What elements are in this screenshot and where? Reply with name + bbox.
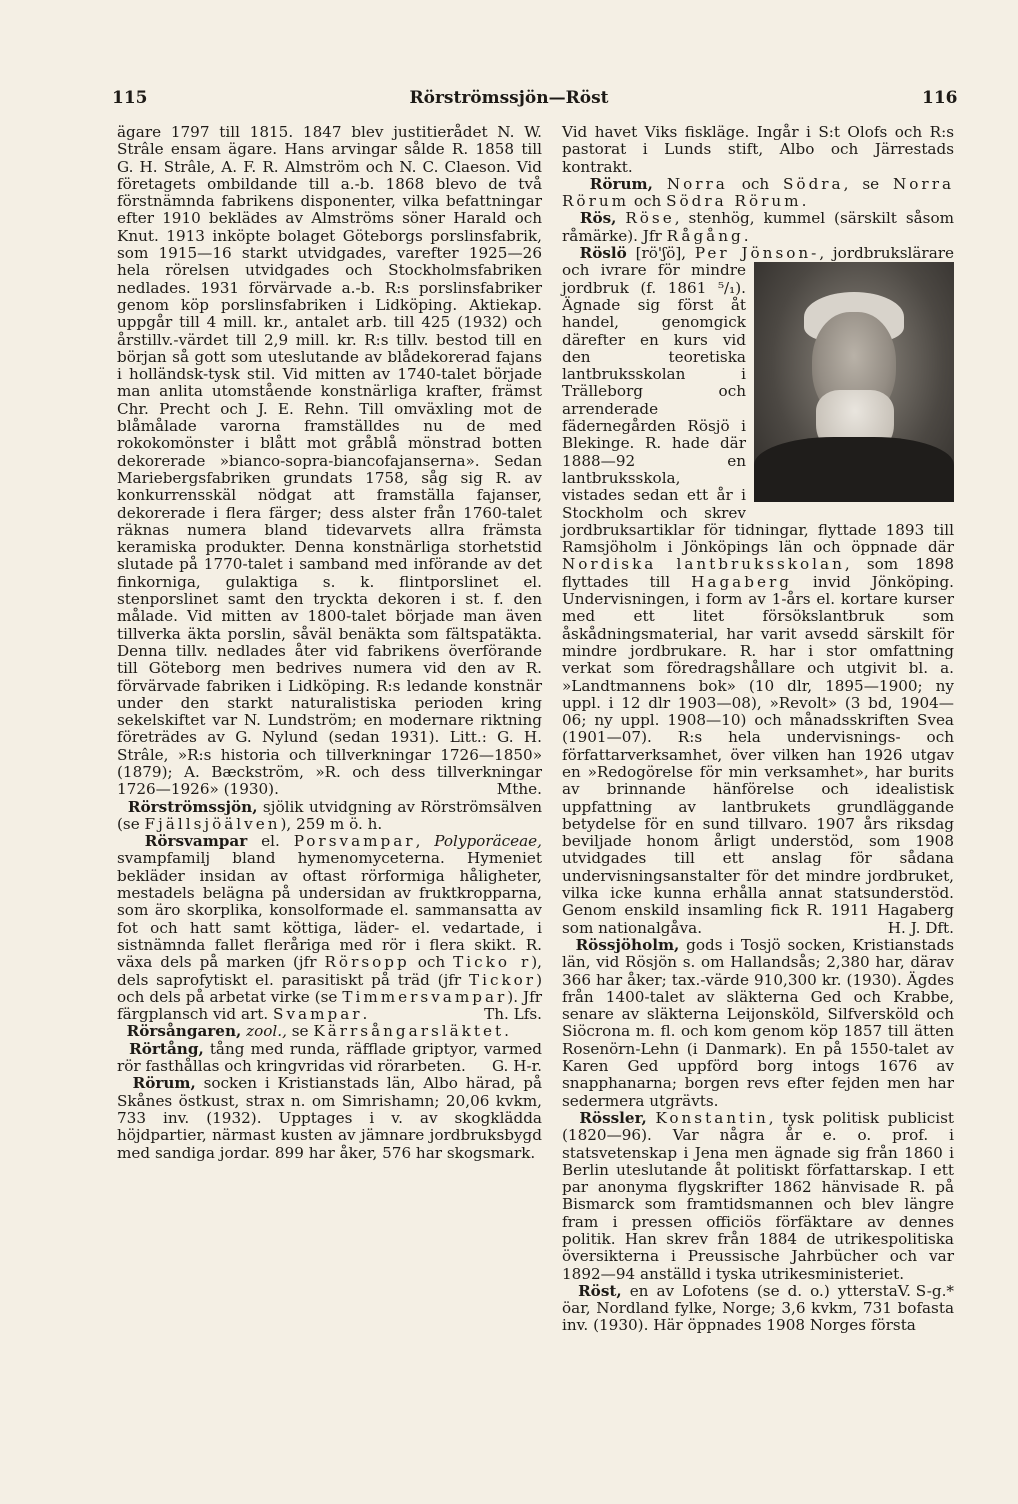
- entry-rorum-norra-sodra: Rörum, Norra och Södra, se Norra Rörum och Södra Rörum.: [562, 174, 955, 211]
- entry-rorstromssjon: Rörströmssjön, sjölik utvidgning av Rörströmsälven (se Fjällsjöälven), 259 m ö. h.: [117, 797, 542, 833]
- headword: Rörum,: [589, 174, 653, 193]
- page-header: [0, 88, 1018, 116]
- entry-rossler: Rössler, Konstantin, tysk politisk publicist (1820—96). Var några år e. o. prof. i statsvetenskap i Jena men ägnade sig från 1860 i Berlin uteslutande åt politiskt författarskap. I ett par anonyma flygskrifter 1862 hänvisade R. på Bismarck som framtidsmannen och blev längre fram i pressen officiös förfäktare av dennes politik. Han skrev från 1884 de utrikespolitiska översikterna i Preussische Jahrbücher och var 1892—94 anställd i tyska utrikesministeriet. V. S-g.*: [562, 1108, 954, 1300]
- signature: Th. Lfs.: [484, 1005, 542, 1024]
- signature: V. S-g.*: [897, 1281, 954, 1300]
- portrait-photo: [754, 262, 954, 502]
- right-column: [562, 124, 954, 1335]
- headword: Rörtång,: [129, 1039, 204, 1058]
- entry-roslo: Röslö [rö'ʃö], Per Jönson- , jordbrukslärare och ivrare för mindre jordbruk (f. 1861 ⁵/₁). Ägnade sig först åt handel, genomgick därefter en kurs vid den teoretiska lantbruksskolan i Trälleborg och arrenderade fädernegården Rösjö i Blekinge. R. hade där 1888—92 en lantbruksskola, vistades sedan ett år i Stockholm och skrev jordbruksartiklar för tidningar, flyttade 1893 till Ramsjöholm i Jönköpings län och öppnade där Nordiska lantbruksskolan, som 1898 flyttades till Hagaberg invid Jönköping. Undervisningen, i form av 1-års el. kortare kurser med ett litet försökslantbruk som åskådningsmaterial, har varit avsedd särskilt för mindre jordbrukare. R. har i stor omfattning verkat som föredragshållare och utgivit bl. a. »Landtmannens bok» (10 dlr, 1895—1900; ny uppl. i 12 dlr 1903—08), »Revolt» (3 bd, 1904—06; ny uppl. 1908—10) och månadsskriften Svea (1901—07). R:s hela undervisnings- och författarverksamhet, över vilken han 1926 utgav en »Redogörelse för min verksamhet», har burits av brinnande hänförelse och idealistisk uppfattning av lantbrukets grundläggande betydelse för en sund tillvaro. 1907 års riksdag beviljade honom årligt understöd, som 1908 utvidgades till ett anslag för sådana undervisningsanstalter för det mindre jordbruket, vilka icke kunna erhålla annat statsunderstöd. Genom enskild insamling fick R. 1911 Hagaberg som nationalgåva. H. J. Dft.: [562, 244, 954, 937]
- entry-rost: Röst, en av Lofotens (se d. o.) yttersta öar, Nordland fylke, Norge; 3,6 kvkm, 731 bofasta inv. (1930). Här öppnades 1908 Norges första: [562, 1281, 954, 1335]
- headword: Röslö: [579, 244, 627, 263]
- headword: Rörsvampar: [144, 832, 248, 851]
- headword: Rössler,: [579, 1108, 647, 1127]
- headword: Röst,: [578, 1281, 622, 1300]
- signature: Mthe.: [496, 780, 542, 799]
- headword: Rörströmssjön,: [127, 797, 258, 816]
- entry-rossjoholm: Rössjöholm, gods i Tosjö socken, Kristianstads län, vid Rösjön s. om Hallandsås; 2,380 har, därav 366 har åker; tax.-värde 910,300 kr. (1930). Ägdes från 1400-talet av släkterna Ged och Krabbe, senare av släkterna Leijonsköld, Silfversköld och Siöcrona m. fl. och kom genom köp 1857 till ätten Rosenörn-Lehn (i Danmark). En på 1550-talet av Karen Ged uppförd borg intogs 1676 av snapphanarna; borgen revs efter fejden men har sedermera utgrävts.: [562, 935, 954, 1110]
- left-column: [117, 124, 542, 1162]
- headword: Rörsångaren,: [126, 1022, 242, 1041]
- entry-rorum-continued: Vid havet Viks fiskläge. Ingår i S:t Olofs och R:s pastorat i Lunds stift, Albo och Järrestads kontrakt.: [562, 123, 954, 176]
- entry-rorsvampar: Rörsvampar el. Porsvampar, Polyporäceae, svampfamilj bland hymenomyceterna. Hymeniet bekläder insidan av oftast rörformiga håligheter, mestadels belägna på undersidan av fruktkropparna, som äro skorplika, konsolformade el. sammansatta av fot och hatt samt köttiga, läder- el. vedartade, i sistnämnda fallet fleråriga med rör i flera skikt. R. växa dels på marken (jfr Rörsopp och Ticko r), dels saprofytiskt el. parasitiskt på träd (jfr Tickor) och dels på arbetat virke (se Timmersvampar). Jfr färgplansch vid art. Svampar. Th. Lfs.: [117, 832, 542, 1024]
- page-number-left: 115: [112, 88, 148, 108]
- entry-rorstrand-continued: ägare 1797 till 1815. 1847 blev justitierådet N. W. Strâle ensam ägare. Hans arvingar sålde R. 1858 till G. H. Strâle, A. F. R. Almström och N. C. Claeson. Vid företagets ombildande till a.-b. 1868 blevo de två förstnämnda fabrikens disponenter, vilka befattningar efter 1910 beklädes av Almströms söner Harald och Knut. 1913 inköpte bolaget Göteborgs porslinsfabrik, som 1915—16 starkt utvidgades, varefter 1925—26 hela rörelsen utvidgades och Stockholmsfabriken nedlades. 1931 förvärvade a.-b. R:s porslinsfabriker genom köp porslinsfabriken i Lidköping. Aktiekap. uppgår till 4 mill. kr., antalet arb. till 425 (1932) och årstillv.-värdet till 2,9 mill. kr. R:s tillv. bestod till en början så gott som uteslutande av blådekorerad fajans i holländsk-tysk stil. Vid mitten av 1740-talet började man anlita utomstående konstnärliga krafter, främst Chr. Precht och J. E. Rehn. Till omväxling mot de blåmålade varorna framställdes nu de med rokokomönster i blått mot gråblå mönstrad botten dekorerade »bianco-sopra-biancofajanserna». Sedan Mariebergsfabriken grundats 1758, såg sig R. av konkurrensskäl nödgat att framställa fajanser, dekorerade i flera färger; dess alster från 1760-talet räknas numera bland tidevarvets allra främsta keramiska produkter. Denna konstnärliga storhetstid slutade på 1770-talet i samband med införande av det finkorniga, gulaktiga s. k. flintporslinet el. stenporslinet samt den tryckta dekoren i st. f. den målade. Vid mitten av 1800-talet började man även tillverka äkta porslin, såväl benäkta som fältspatäkta. Denna tillv. nedlades åter vid fabrikens överförande till Göteborg men bedrives numera vid den av R. förvärvade fabriken i Lidköping. R:s ledande konstnär under den starkt naturalistiska perioden kring sekelskiftet var N. Lundström; en modernare riktning företrädes av G. Nylund (sedan 1931). Litt.: G. H. Strâle, »R:s historia och tillverkningar 1726—1850» (1879); A. Bæckström, »R. och dess tillverkningar 1726—1926» (1930). Mthe.: [117, 123, 542, 799]
- headword: Rörum,: [132, 1074, 196, 1093]
- page-number-right: 116: [922, 88, 958, 108]
- signature: H. J. Dft.: [887, 918, 954, 937]
- running-title: Rörströmssjön—Röst: [409, 88, 609, 108]
- entry-rorum: Rörum, socken i Kristianstads län, Albo härad, på Skånes östkust, strax n. om Simrishamn; 20,06 kvkm, 733 inv. (1932). Upptages i v. av skogklädda höjdpartier, närmast kusten av jämnare jordbruksbygd med sandiga jordar. 899 har åker, 576 har skogsmark.: [117, 1074, 543, 1162]
- entry-rortang: Rörtång, tång med runda, räfflade griptyor, varmed rör fasthållas och kringvridas vid rörarbeten. G. H-r.: [117, 1039, 542, 1076]
- signature: G. H-r.: [491, 1057, 542, 1076]
- entry-rorsangaren: Rörsångaren, zool., se Kärrsångarsläktet.: [126, 1022, 509, 1041]
- entry-ros: Rös, Röse, stenhög, kummel (särskilt såsom råmärke). Jfr Rågång.: [562, 209, 955, 245]
- headword: Rös,: [579, 209, 617, 228]
- headword: Rössjöholm,: [575, 935, 680, 954]
